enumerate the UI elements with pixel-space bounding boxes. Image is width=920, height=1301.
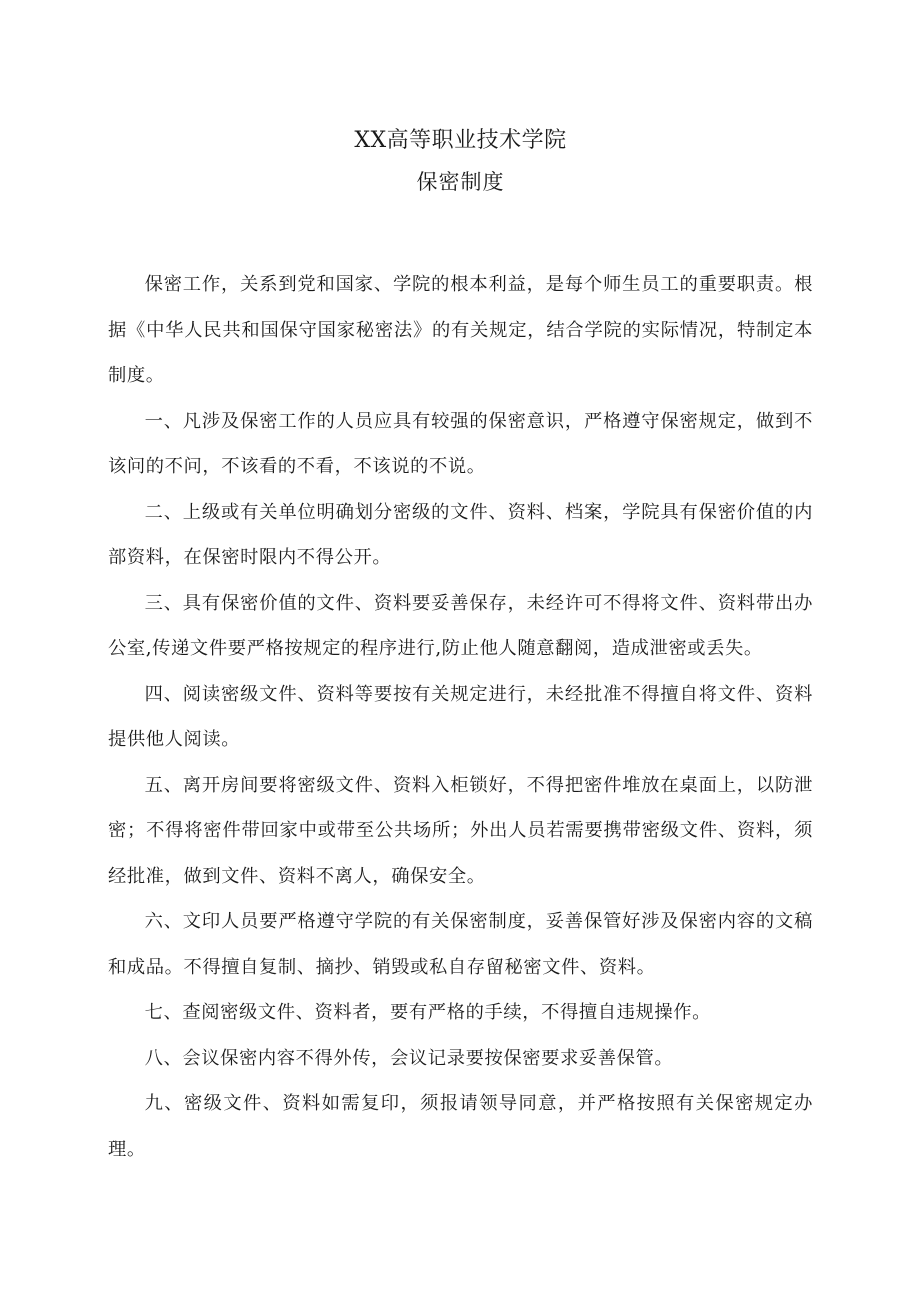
document-subtitle: 保密制度 [416,170,505,194]
paragraph-rule-1: 一、凡涉及保密工作的人员应具有较强的保密意识，严格遵守保密规定，做到不该问的不问，不该看的不看，不该说的不说。 [108,410,813,477]
paragraph-rule-6: 六、文印人员要严格遵守学院的有关保密制度，妥善保管好涉及保密内容的文稿和成品。不得擅自复制、摘抄、销毁或私自存留秘密文件、资料。 [108,911,813,978]
paragraph-rule-4: 四、阅读密级文件、资料等要按有关规定进行，未经批准不得擅自将文件、资料提供他人阅读。 [108,683,813,750]
paragraph-rule-5: 五、离开房间要将密级文件、资料入柜锁好，不得把密件堆放在桌面上，以防泄密；不得将密件带回家中或带至公共场所；外出人员若需要携带密级文件、资料，须经批准，做到文件、资料不离人，确保安全。 [108,774,813,887]
document-body [108,262,813,1172]
paragraph-rule-2: 二、上级或有关单位明确划分密级的文件、资料、档案，学院具有保密价值的内部资料，在保密时限内不得公开。 [108,501,813,568]
document-title: XX高等职业技术学院 [354,128,567,153]
paragraph-rule-3: 三、具有保密价值的文件、资料要妥善保存，未经许可不得将文件、资料带出办公室,传递文件要严格按规定的程序进行,防止他人随意翻阅，造成泄密或丢失。 [108,592,813,659]
paragraph-rule-9: 九、密级文件、资料如需复印，须报请领导同意，并严格按照有关保密规定办理。 [108,1093,813,1160]
paragraph-rule-7: 七、查阅密级文件、资料者，要有严格的手续，不得擅自违规操作。 [144,1002,712,1023]
paragraph-rule-8: 八、会议保密内容不得外传，会议记录要按保密要求妥善保管。 [144,1047,674,1069]
paragraph-intro: 保密工作，关系到党和国家、学院的根本利益，是每个师生员工的重要职责。根据《中华人民共和国保守国家秘密法》的有关规定，结合学院的实际情况，特制定本制度。 [108,274,813,386]
document-page [108,118,813,1172]
